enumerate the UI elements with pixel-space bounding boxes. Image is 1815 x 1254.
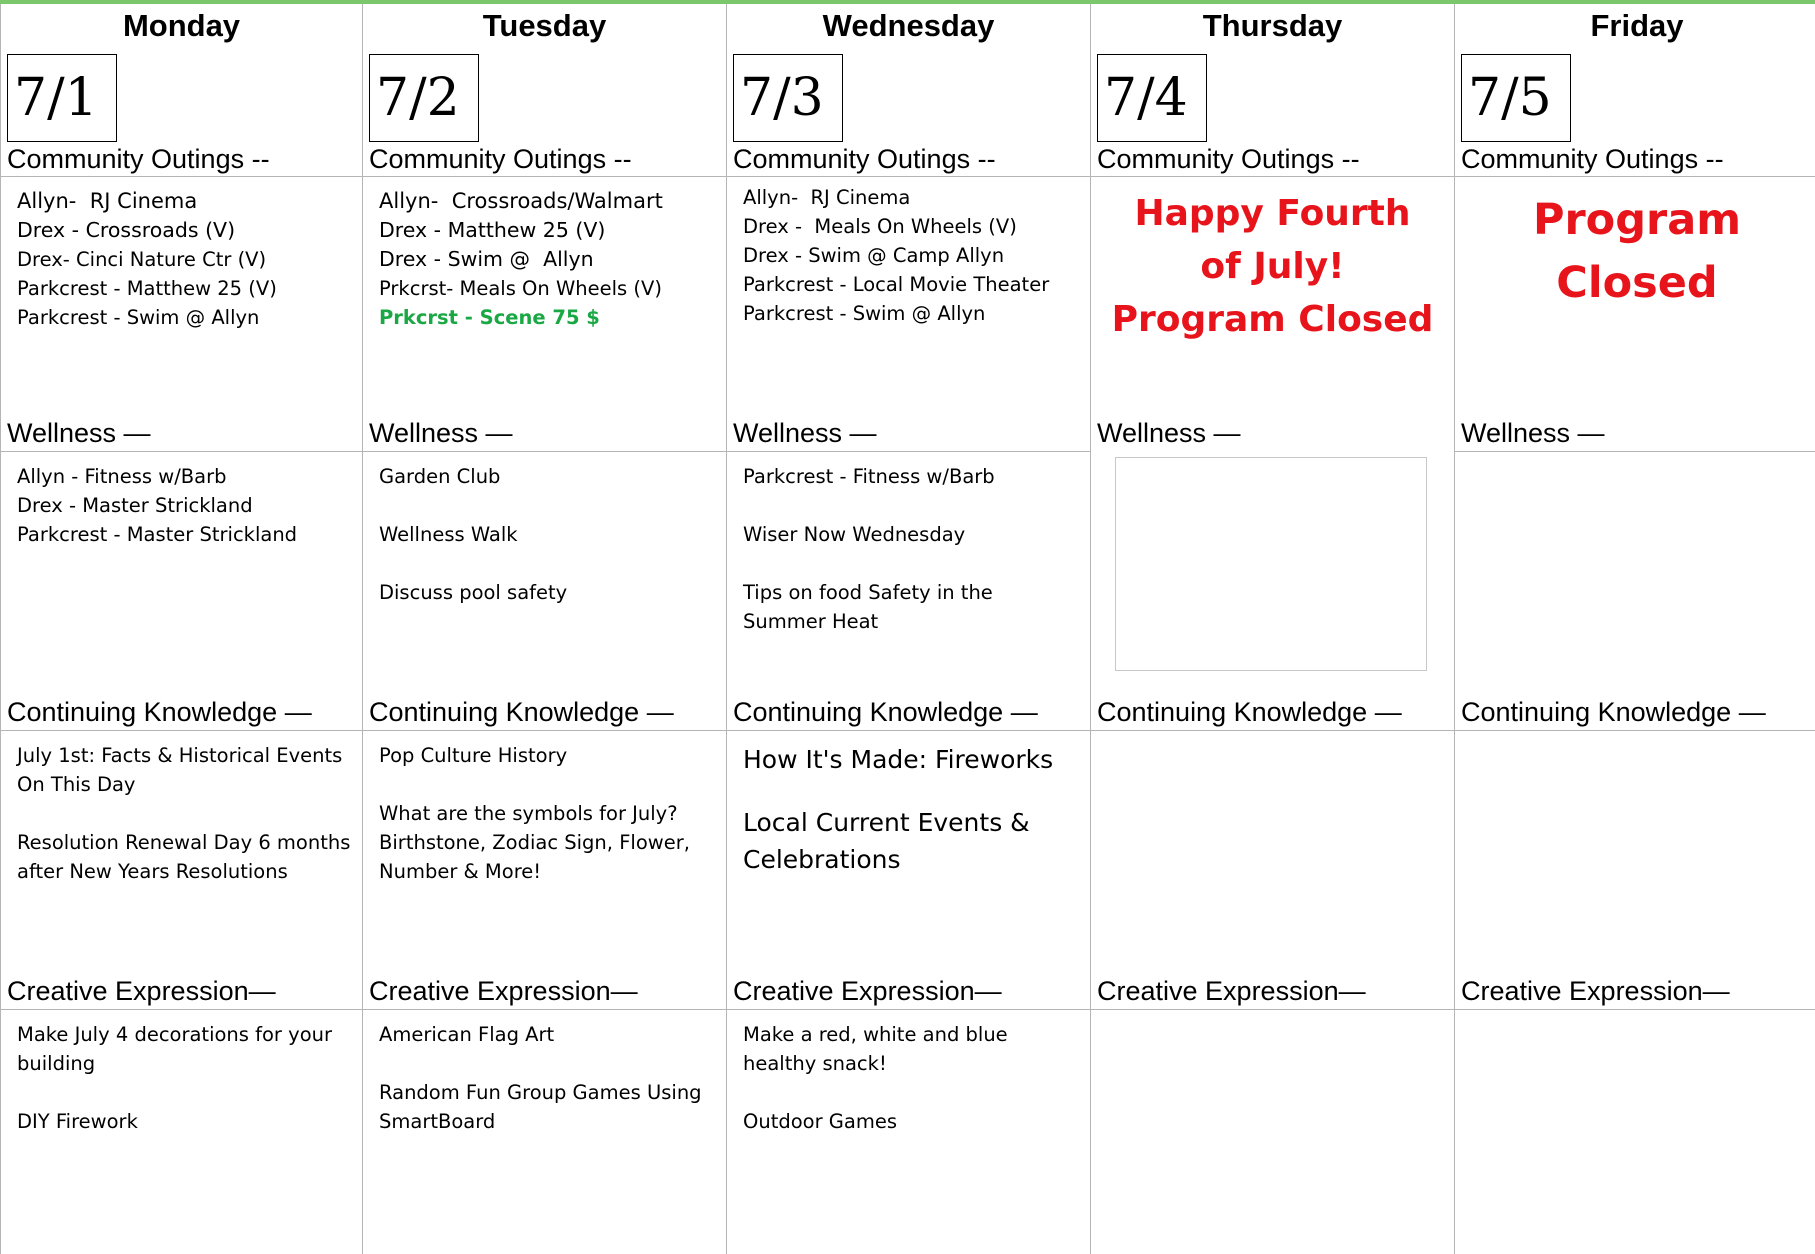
wellness-list xyxy=(727,452,1090,636)
day-column-wednesday xyxy=(726,4,1090,1254)
list-item: American Flag Art xyxy=(379,1023,555,1046)
list-item: How It's Made: Fireworks xyxy=(743,745,1054,774)
highlight-item: Prkcrst - Scene 75 $ xyxy=(379,306,600,329)
closed-notice xyxy=(1091,177,1454,346)
section-label-wellness: Wellness — xyxy=(7,418,151,448)
list-item: Resolution Renewal Day 6 months after New Years Resolutions xyxy=(17,831,357,883)
list-item: Outdoor Games xyxy=(743,1110,898,1133)
section-box-wellness xyxy=(727,451,1090,693)
section-box-creative xyxy=(1,1009,362,1254)
day-name: Tuesday xyxy=(482,8,607,43)
section-box-creative xyxy=(1091,1009,1454,1254)
wellness-list xyxy=(1,452,362,549)
section-box-community xyxy=(1455,176,1815,416)
list-item: Allyn - Fitness w/Barb xyxy=(17,465,227,488)
section-label-knowledge: Continuing Knowledge — xyxy=(1097,697,1402,727)
closed-line: Happy Fourth xyxy=(1134,193,1411,234)
section-box-wellness xyxy=(1455,451,1815,693)
list-item: What are the symbols for July? Birthstone, Zodiac Sign, Flower, Number & More! xyxy=(379,802,697,883)
day-column-monday xyxy=(0,4,362,1254)
closed-line: Closed xyxy=(1556,258,1718,308)
list-item: Prkcrst- Meals On Wheels (V) xyxy=(379,277,662,300)
list-item: Drex - Meals On Wheels (V) xyxy=(743,215,1017,238)
creative-list xyxy=(363,1010,726,1136)
section-label-knowledge: Continuing Knowledge — xyxy=(1461,697,1766,727)
creative-list xyxy=(1,1010,362,1136)
section-label-wellness: Wellness — xyxy=(1461,418,1605,448)
list-item: Drex - Swim @ Allyn xyxy=(379,247,594,271)
wellness-list xyxy=(363,452,726,607)
section-box-knowledge xyxy=(1,730,362,974)
section-box-knowledge xyxy=(1455,730,1815,974)
community-list xyxy=(727,177,1090,328)
list-item: Tips on food Safety in the Summer Heat xyxy=(743,581,1000,633)
section-box-community xyxy=(1,176,362,416)
section-box-community xyxy=(727,176,1090,416)
section-box-creative xyxy=(363,1009,726,1254)
knowledge-list xyxy=(363,731,726,886)
list-item: Parkcrest - Local Movie Theater xyxy=(743,273,1050,296)
empty-text-box xyxy=(1115,457,1427,671)
section-box-community xyxy=(1091,176,1454,416)
knowledge-list xyxy=(1,731,362,886)
section-box-knowledge xyxy=(1091,730,1454,974)
section-label-creative: Creative Expression— xyxy=(733,976,1002,1006)
list-item: Discuss pool safety xyxy=(379,581,568,604)
date-box: 7/1 xyxy=(7,54,117,142)
day-column-tuesday xyxy=(362,4,726,1254)
list-item: Allyn- Crossroads/Walmart xyxy=(379,189,663,213)
section-box-knowledge xyxy=(727,730,1090,974)
section-label-creative: Creative Expression— xyxy=(1097,976,1366,1006)
day-name: Friday xyxy=(1590,8,1684,43)
list-item: DIY Firework xyxy=(17,1110,138,1133)
section-box-creative xyxy=(1455,1009,1815,1254)
date-box: 7/4 xyxy=(1097,54,1207,142)
list-item: Drex- Cinci Nature Ctr (V) xyxy=(17,248,267,271)
list-item: Make a red, white and blue healthy snack! xyxy=(743,1023,1014,1075)
section-label-community: Community Outings -- xyxy=(1461,144,1724,174)
list-item: Garden Club xyxy=(379,465,501,488)
section-label-creative: Creative Expression— xyxy=(1461,976,1730,1006)
closed-notice xyxy=(1455,177,1815,315)
date-box: 7/3 xyxy=(733,54,843,142)
day-name: Wednesday xyxy=(822,8,995,43)
list-item: Local Current Events & Celebrations xyxy=(743,808,1038,874)
day-column-friday xyxy=(1454,4,1815,1254)
list-item: Drex - Swim @ Camp Allyn xyxy=(743,244,1005,267)
community-list xyxy=(363,177,726,332)
closed-line: Program Closed xyxy=(1111,299,1434,340)
knowledge-list xyxy=(727,731,1090,878)
list-item: Wellness Walk xyxy=(379,523,518,546)
list-item: Wiser Now Wednesday xyxy=(743,523,966,546)
section-label-community: Community Outings -- xyxy=(733,144,996,174)
list-item: Parkcrest - Swim @ Allyn xyxy=(17,306,260,329)
section-label-wellness: Wellness — xyxy=(733,418,877,448)
section-box-wellness xyxy=(1,451,362,693)
section-label-community: Community Outings -- xyxy=(369,144,632,174)
section-label-community: Community Outings -- xyxy=(7,144,270,174)
section-box-creative xyxy=(727,1009,1090,1254)
community-list xyxy=(1,177,362,332)
section-box-community xyxy=(363,176,726,416)
closed-line: of July! xyxy=(1200,246,1345,287)
section-label-knowledge: Continuing Knowledge — xyxy=(733,697,1038,727)
list-item: July 1st: Facts & Historical Events On This Day xyxy=(17,744,349,796)
section-label-knowledge: Continuing Knowledge — xyxy=(369,697,674,727)
section-label-knowledge: Continuing Knowledge — xyxy=(7,697,312,727)
day-name: Thursday xyxy=(1202,8,1343,43)
date-box: 7/2 xyxy=(369,54,479,142)
list-item: Drex - Crossroads (V) xyxy=(17,218,236,242)
section-label-community: Community Outings -- xyxy=(1097,144,1360,174)
section-label-creative: Creative Expression— xyxy=(7,976,276,1006)
section-label-wellness: Wellness — xyxy=(369,418,513,448)
list-item: Parkcrest - Matthew 25 (V) xyxy=(17,277,277,300)
creative-list xyxy=(727,1010,1090,1136)
day-name: Monday xyxy=(122,8,241,43)
list-item: Allyn- RJ Cinema xyxy=(17,189,198,213)
list-item: Allyn- RJ Cinema xyxy=(743,186,911,209)
list-item: Random Fun Group Games Using SmartBoard xyxy=(379,1081,708,1133)
section-label-wellness: Wellness — xyxy=(1097,418,1241,448)
date-box: 7/5 xyxy=(1461,54,1571,142)
list-item: Pop Culture History xyxy=(379,744,568,767)
day-column-thursday xyxy=(1090,4,1454,1254)
closed-line: Program xyxy=(1532,195,1742,245)
section-box-knowledge xyxy=(363,730,726,974)
list-item: Make July 4 decorations for your building xyxy=(17,1023,339,1075)
section-label-creative: Creative Expression— xyxy=(369,976,638,1006)
list-item: Parkcrest - Swim @ Allyn xyxy=(743,302,986,325)
list-item: Parkcrest - Fitness w/Barb xyxy=(743,465,995,488)
list-item: Drex - Matthew 25 (V) xyxy=(379,218,606,242)
list-item: Drex - Master Strickland xyxy=(17,494,253,517)
section-box-wellness xyxy=(363,451,726,693)
list-item: Parkcrest - Master Strickland xyxy=(17,523,298,546)
